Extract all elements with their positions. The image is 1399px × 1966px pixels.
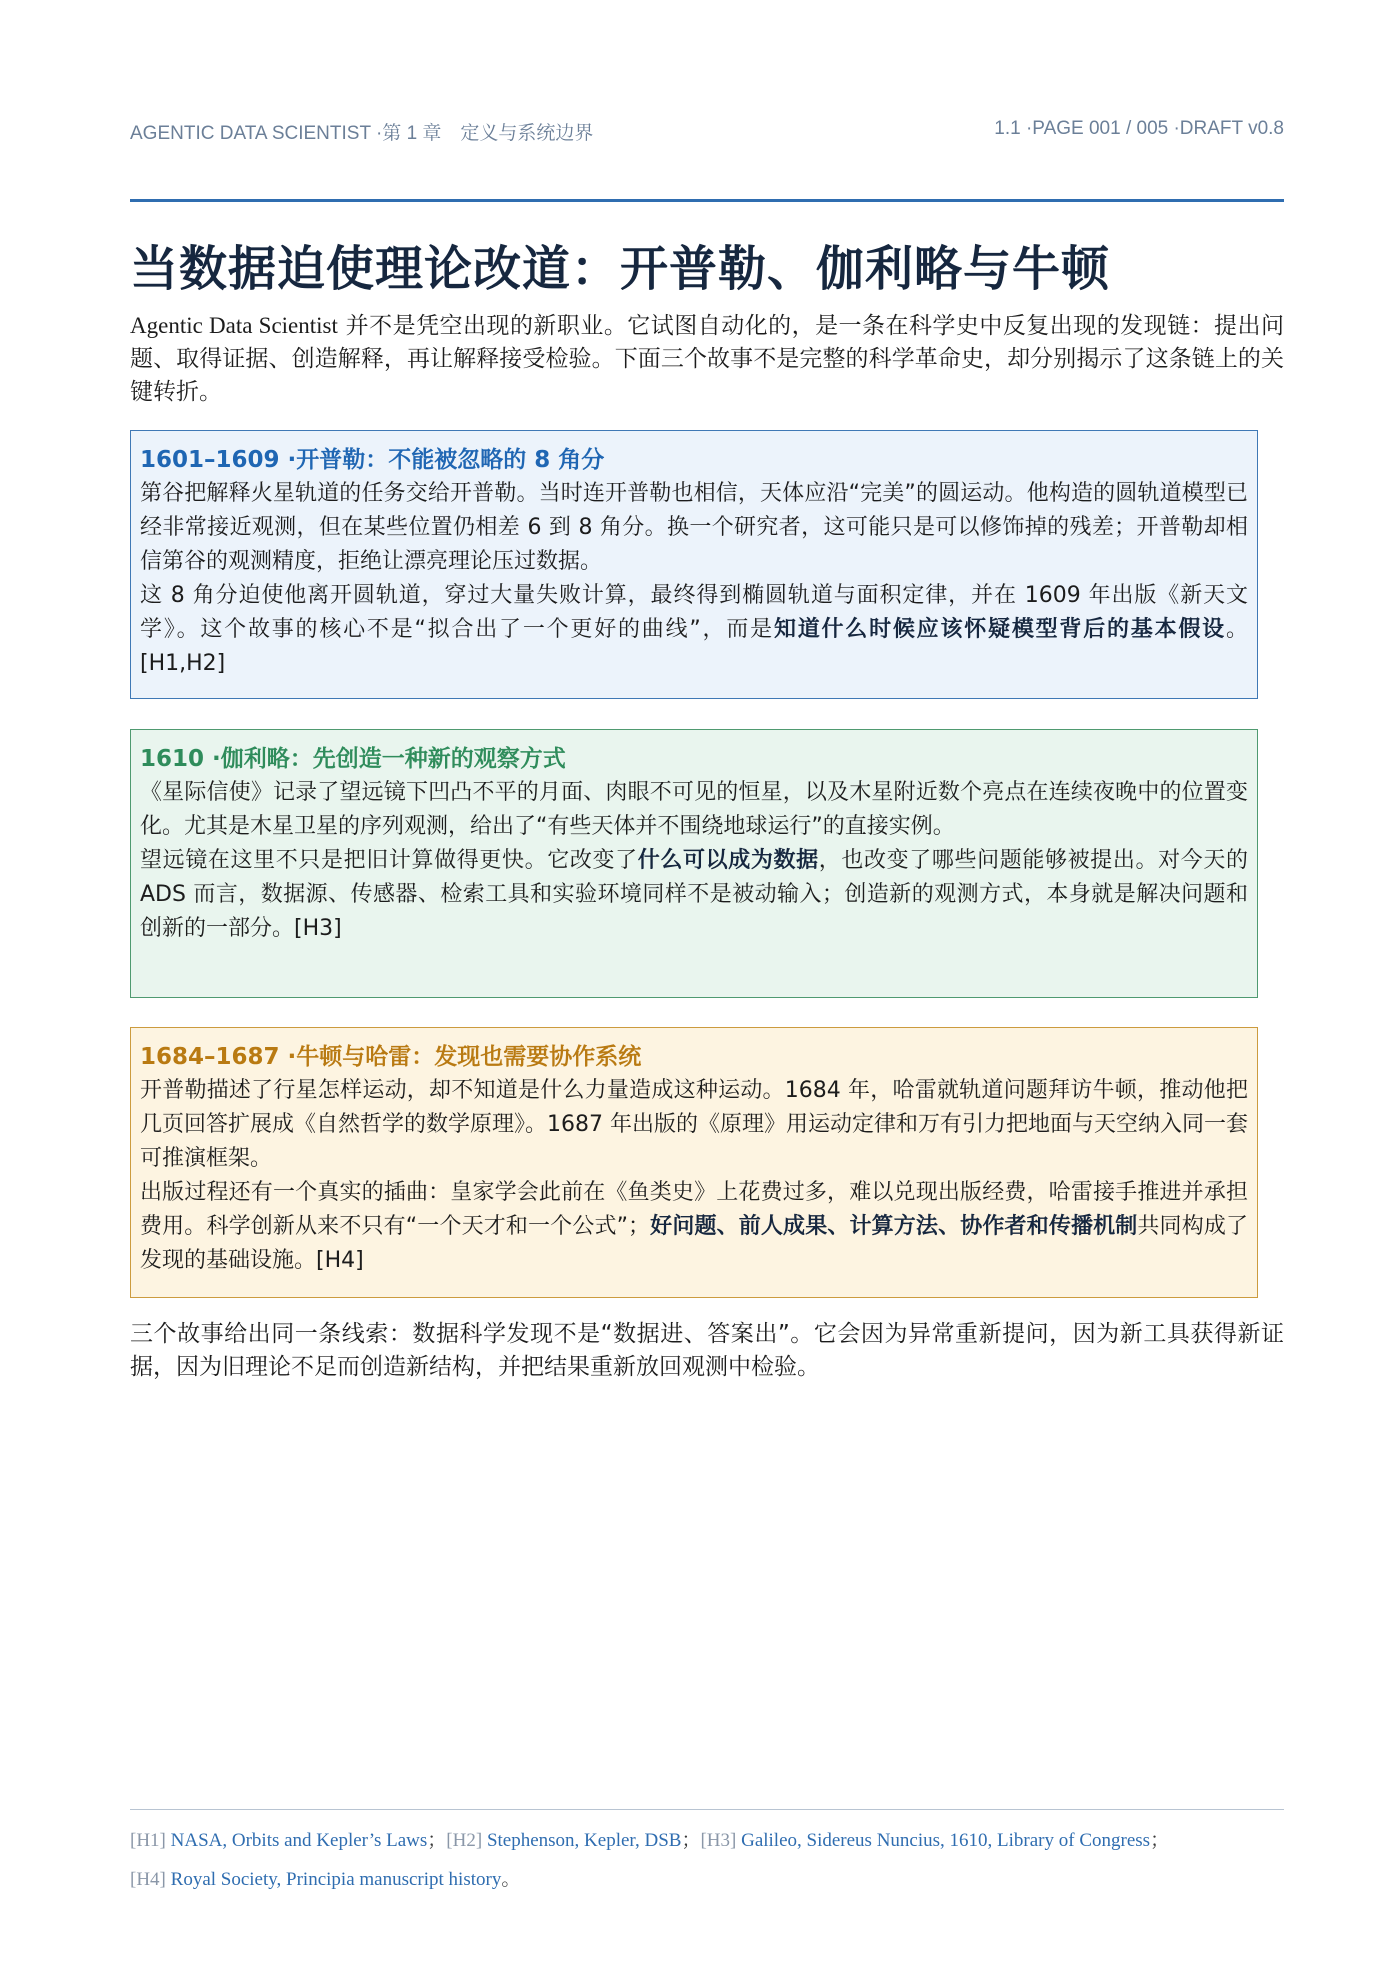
header-page-info: 1.1 ·PAGE 001 / 005 ·DRAFT v0.8 (994, 118, 1284, 139)
galileo-card (130, 729, 1258, 998)
kepler-paragraph-1: 第谷把解释火星轨道的任务交给开普勒。当时连开普勒也相信，天体应沿“完美”的圆运动。他构造的圆轨道模型已经非常接近观测，但在某些位置仍相差 6 到 8 角分。换一个研究者，这可能只是可以修饰掉的残差；开普勒却相信第谷的观测精度，拒绝让漂亮理论压过数据。 (140, 481, 1248, 574)
kepler-paragraph-2 (140, 579, 1248, 681)
newton-p2-emphasis: 好问题、前人成果、计算方法、协作者和传播机制 (650, 1214, 1138, 1239)
newton-paragraph-2 (140, 1176, 1248, 1278)
newton-p2-citation: 共同构成了发现的基础设施。[H4] (140, 1214, 1248, 1273)
newton-p2-text: 出版过程还有一个真实的插曲：皇家学会此前在《鱼类史》上花费过多，难以兑现出版经费，哈雷接手推进并承担费用。科学创新从来不只有“一个天才和一个公式”； (140, 1180, 1248, 1239)
footnote-link-h3[interactable]: Galileo, Sidereus Nuncius, 1610, Library of Congress (741, 1830, 1151, 1851)
kepler-p2-citation: 。[H1,H2] (140, 617, 1248, 676)
footnote-tag-h3: [H3] (700, 1830, 737, 1851)
running-header (130, 118, 1284, 148)
footnote-tag-h1: [H1] (130, 1830, 166, 1851)
footnote-end: 。 (501, 1868, 521, 1890)
conclusion-paragraph: 三个故事给出同一条线索：数据科学发现不是“数据进、答案出”。它会因为异常重新提问，因为新工具获得新证据，因为旧理论不足而创造新结构，并把结果重新放回观测中检验。 (130, 1321, 1284, 1380)
newton-card (130, 1027, 1258, 1298)
intro-text: 并不是凭空出现的新职业。它试图自动化的，是一条在科学史中反复出现的发现链：提出问题、取得证据、创造解释，再让解释接受检验。下面三个故事不是完整的科学革命史，却分别揭示了这条链上的关键转折。 (130, 313, 1284, 405)
newton-card-title: 1684–1687 ·牛顿与哈雷：发现也需要协作系统 (140, 1044, 642, 1070)
footnote-rule (130, 1809, 1284, 1810)
galileo-paragraph-2 (140, 844, 1248, 946)
page-title: 当数据迫使理论改道：开普勒、伽利略与牛顿 (130, 241, 1111, 297)
footnotes (130, 1821, 1290, 1899)
header-rule (130, 199, 1284, 202)
intro-paragraph (130, 309, 1284, 409)
galileo-paragraph-1: 《星际信使》记录了望远镜下凹凸不平的月面、肉眼不可见的恒星，以及木星附近数个亮点在连续夜晚中的位置变化。尤其是木星卫星的序列观测，给出了“有些天体并不围绕地球运行”的直接实例。 (140, 780, 1248, 839)
footnote-tag-h2: [H2] (446, 1830, 483, 1851)
footnote-separator: ； (427, 1829, 447, 1851)
header-chapter: AGENTIC DATA SCIENTIST ·第 1 章 定义与系统边界 (130, 123, 594, 144)
footnote-link-h1[interactable]: NASA, Orbits and Kepler’s Laws (170, 1830, 428, 1851)
footnote-separator: ； (681, 1829, 701, 1851)
kepler-p2-emphasis: 知道什么时候应该怀疑模型背后的基本假设 (773, 617, 1226, 642)
footnote-link-h2[interactable]: Stephenson, Kepler, DSB (486, 1830, 682, 1851)
intro-term: Agentic Data Scientist (130, 313, 338, 338)
footnote-link-h4[interactable]: Royal Society, Principia manuscript history (170, 1869, 502, 1890)
galileo-p2-text: 望远镜在这里不只是把旧计算做得更快。它改变了 (140, 848, 638, 873)
kepler-card-title: 1601–1609 ·开普勒：不能被忽略的 8 角分 (140, 447, 605, 473)
newton-paragraph-1: 开普勒描述了行星怎样运动，却不知道是什么力量造成这种运动。1684 年，哈雷就轨道问题拜访牛顿，推动他把几页回答扩展成《自然哲学的数学原理》。1687 年出版的《原理》用运动定律和万有引力把地面与天空纳入同一套可推演框架。 (140, 1078, 1248, 1171)
galileo-p2-emphasis: 什么可以成为数据 (637, 848, 819, 873)
galileo-card-title: 1610 ·伽利略：先创造一种新的观察方式 (140, 746, 566, 772)
footnote-separator: ； (1150, 1829, 1170, 1851)
kepler-p2-text: 这 8 角分迫使他离开圆轨道，穿过大量失败计算，最终得到椭圆轨道与面积定律，并在 1609 年出版《新天文学》。这个故事的核心不是“拟合出了一个更好的曲线”，而是 (140, 583, 1248, 642)
kepler-card (130, 430, 1258, 699)
footnote-tag-h4: [H4] (130, 1869, 166, 1890)
galileo-p2-citation: ，也改变了哪些问题能够被提出。对今天的 ADS 而言，数据源、传感器、检索工具和实验环境同样不是被动输入；创造新的观测方式，本身就是解决问题和创新的一部分。[H3] (140, 848, 1248, 941)
